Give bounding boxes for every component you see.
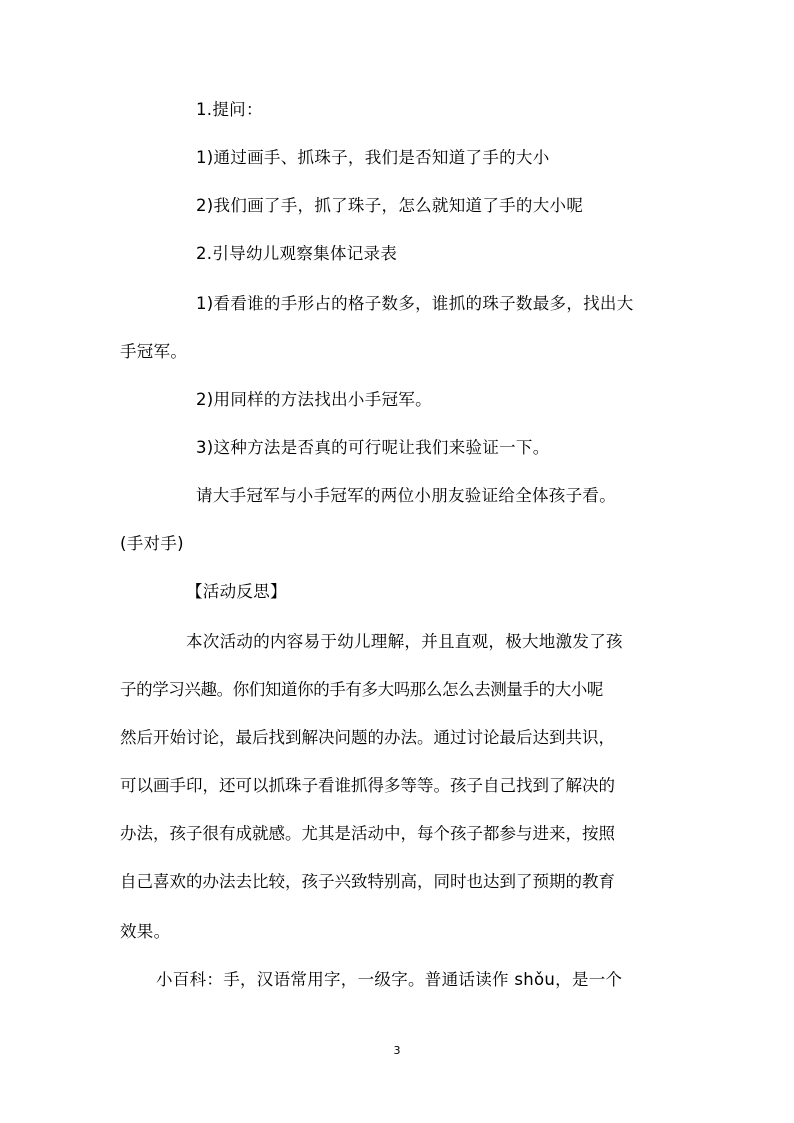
text-line: 可以画手印，还可以抓珠子看谁抓得多等等。孩子自己找到了解决的 (120, 776, 615, 795)
text-line: 手冠军。 (120, 342, 188, 361)
text-line: 3)这种方法是否真的可行呢让我们来验证一下。 (196, 438, 550, 457)
text-line: 1)通过画手、抓珠子，我们是否知道了手的大小 (196, 148, 550, 167)
section-heading: 【活动反思】 (186, 582, 287, 601)
text-line: 子的学习兴趣。你们知道你的手有多大吗那么怎么去测量手的大小呢 (120, 680, 604, 699)
text-line: 本次活动的内容易于幼儿理解，并且直观，极大地激发了孩 (186, 632, 623, 651)
text-line: 办法，孩子很有成就感。尤其是活动中，每个孩子都参与进来，按照 (120, 824, 615, 843)
text-line: 然后开始讨论，最后找到解决问题的办法。通过讨论最后达到共识， (120, 728, 615, 747)
page-number: 3 (393, 1044, 401, 1057)
text-line: 2)我们画了手，抓了珠子，怎么就知道了手的大小呢 (196, 196, 584, 215)
text-line: 2.引导幼儿观察集体记录表 (196, 244, 398, 263)
text-line: 2)用同样的方法找出小手冠军。 (196, 390, 432, 409)
text-line: 自己喜欢的办法去比较，孩子兴致特别高，同时也达到了预期的教育 (120, 872, 615, 891)
text-line: 小百科：手，汉语常用字，一级字。普通话读作 shǒu，是一个 (156, 970, 623, 989)
text-line: (手对手) (120, 534, 184, 553)
text-line: 1)看看谁的手形占的格子数多，谁抓的珠子数最多，找出大 (196, 294, 634, 313)
text-line: 请大手冠军与小手冠军的两位小朋友验证给全体孩子看。 (196, 486, 616, 505)
text-line: 1.提问： (196, 100, 263, 119)
text-line: 效果。 (120, 922, 171, 941)
